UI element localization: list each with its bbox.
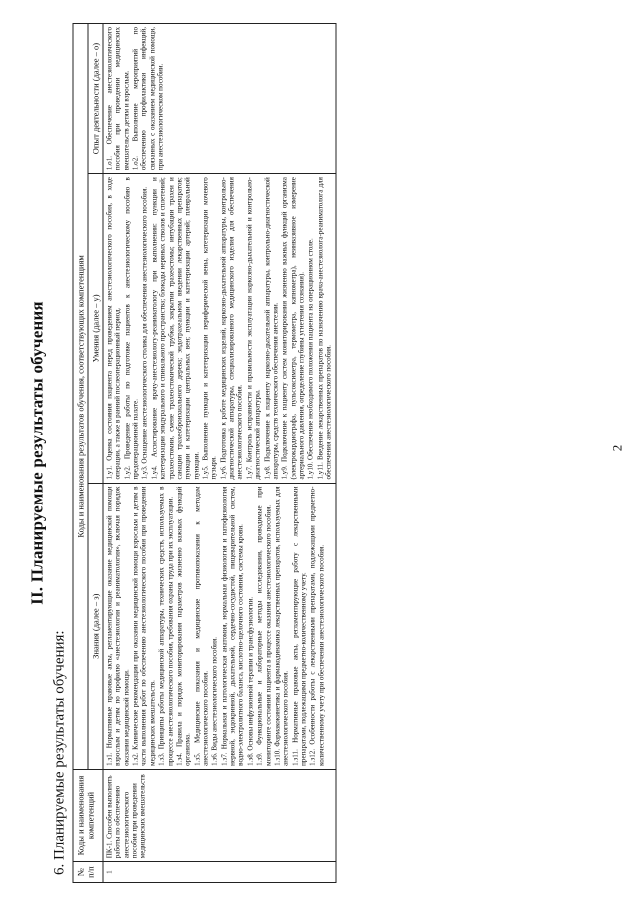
row-competence: ПК-1. Способен выполнять работы по обеспечению анестезиологического пособия при проведении медицинских вмешательств bbox=[103, 769, 336, 861]
knowledge-item: 1.з2. Клинические рекомендации при оказании медицинской помощи взрослым и детям в части выполнения работ по обеспечению анестезиологического пособия при проведении медицинских вмешательств. bbox=[131, 486, 157, 766]
knowledge-item: 1.з12. Особенности работы с лекарственными препаратами, подлежащими предметно-количественному учету при обеспечении анестезиологического пособия. bbox=[308, 486, 326, 766]
knowledge-item: 1.з11. Нормативные правовые акты, регламентирующие работу с лекарственными препаратами, подлежащими предметно-количественному учету. bbox=[291, 486, 308, 766]
header-skills: Умения (далее – у) bbox=[88, 174, 103, 483]
skill-item: 1.у10. Обеспечение необходимого положения пациента на операционном столе. bbox=[306, 238, 315, 480]
skill-item: 1.у5. Выполнение пункции и катетеризации периферической вены, катетеризации мочевого пузыря. bbox=[201, 177, 218, 480]
skill-item: 1.у7. Контроль исправности и правильности эксплуатации наркозно-дыхательной и контрольно-диагностической аппаратуры. bbox=[245, 177, 262, 480]
skill-item: 1.у4. Ассистирование врачу-анестезиологу-реаниматологу при выполнении: пункции и катетеризации эпидурального и спинального пространства; блокады нервных стволов и сплетений; трахеостомии, смене трахеостомической трубки, закрытии трахеостомы; интубации трахеи и санации трахеобронхиального дерева; эндотрахеальном введении лекарственных препаратов; пункции и катетеризации центральных вен; пункции и катетеризации артерий; плевральной пункции. bbox=[150, 177, 201, 480]
skill-item: 1.у2. Проведение работы по подготовке пациентов к анестезиологическому пособию в предоперационной палате. bbox=[123, 177, 140, 480]
skills-cell bbox=[103, 174, 336, 483]
knowledge-cell bbox=[103, 483, 336, 769]
row-num: 1 bbox=[103, 862, 336, 883]
knowledge-item: 1.з1. Нормативные правовые акты, регламентирующие оказание медицинской помощи взрослым и детям по профилю «анестезиология и реаниматология», включая порядок оказания медицинской помощи. bbox=[105, 486, 131, 766]
subheading: 6. Планируемые результаты обучения: bbox=[51, 630, 68, 875]
experience-item: 1.о2. Выполнение мероприятий по обеспечению профилактики инфекций, связанных с оказанием медицинской помощи, при анестезиологическом пособии. bbox=[131, 27, 165, 171]
learning-outcomes-table bbox=[73, 23, 337, 883]
skill-item: 1.у9. Подключение к пациенту систем мониторирования жизненно важных функций организма (электрокардиографа, пульсоксиметра, термометра, капнометра), неинвазивное измерение артериального давления, определение глубины угнетения сознания). bbox=[280, 177, 306, 480]
knowledge-item: 1.з4. Правила и порядок мониторирования параметров жизненно важных функций организма. bbox=[175, 486, 192, 766]
knowledge-item: 1.з8. Основы инфузионной терапии и трансфузиологии. bbox=[246, 596, 255, 766]
experience-cell bbox=[103, 24, 336, 174]
knowledge-item: 1.з10. Фармакокинетика и фармакодинамика лекарственных препаратов, используемых для анестезиологического пособия. bbox=[273, 486, 290, 766]
knowledge-item: 1.з7. Нормальная и патологическая анатомия, нормальная физиология и патофизиология нервной, эндокринной, дыхательной, сердечно-сосудистой, пищеварительной систем, водно-электролитного баланса, кислотно-щелочного состояния, системы крови. bbox=[220, 486, 245, 766]
rotated-document bbox=[28, 23, 613, 883]
table-row bbox=[103, 24, 336, 883]
skill-item: 1.у11. Введение лекарственных препаратов по назначению врача-анестезиолога-реаниматолога для обеспечения анестезиологического пособия. bbox=[316, 177, 333, 480]
knowledge-item: 1.з6. Виды анестезиологического пособия. bbox=[210, 636, 219, 766]
skill-item: 1.у6. Подготовка к работе медицинских изделий, наркозно-дыхательной аппаратуры, контрольно-диагностической аппаратуры, специализированного медицинского изделия для обеспечения анестезиологического пособия. bbox=[219, 177, 244, 480]
header-experience: Опыт деятельности (далее – о) bbox=[88, 24, 103, 174]
header-knowledge: Знания (далее – з) bbox=[88, 483, 103, 769]
section-heading: II. Планируемые результаты обучения bbox=[27, 301, 47, 605]
knowledge-item: 1.з9. Функциональные и лабораторные методы исследования, проводимые при мониторинге состояния пациента в процессе оказания анестезиологического пособия. bbox=[255, 486, 272, 766]
skill-item: 1.у3. Оснащение анестезиологического столика для обеспечения анестезиологического пособия. bbox=[140, 186, 149, 480]
header-num: № п/п bbox=[73, 862, 103, 883]
header-code: Коды и наименования компетенций bbox=[73, 769, 103, 861]
header-group: Коды и наименования результатов обучения, соответствующих компетенциям bbox=[73, 24, 88, 770]
experience-item: 1.о1. Обеспечение анестезиологического пособия при проведении медицинских вмешательств детям и взрослым. bbox=[105, 27, 131, 171]
skill-item: 1.у8. Подключение к пациенту наркозно-дыхательной аппаратуры, контрольно-диагностической аппаратуры, средств технического обеспечения анестезии. bbox=[263, 177, 280, 480]
knowledge-item: 1.з3. Принципы работы медицинской аппаратуры, технических средств, используемых в процессе анестезиологического пособия, требования охраны труда при их эксплуатации. bbox=[157, 486, 175, 766]
page-number: 2 bbox=[608, 444, 624, 452]
knowledge-item: 1.з5. Медицинские показания и медицинские противопоказания к методам анестезиологического пособия. bbox=[193, 486, 210, 766]
skill-item: 1.у1. Оценка состояния пациента перед проведением анестезиологического пособия, в ходе операции, а также в ранний послеоперационный период. bbox=[105, 177, 122, 480]
